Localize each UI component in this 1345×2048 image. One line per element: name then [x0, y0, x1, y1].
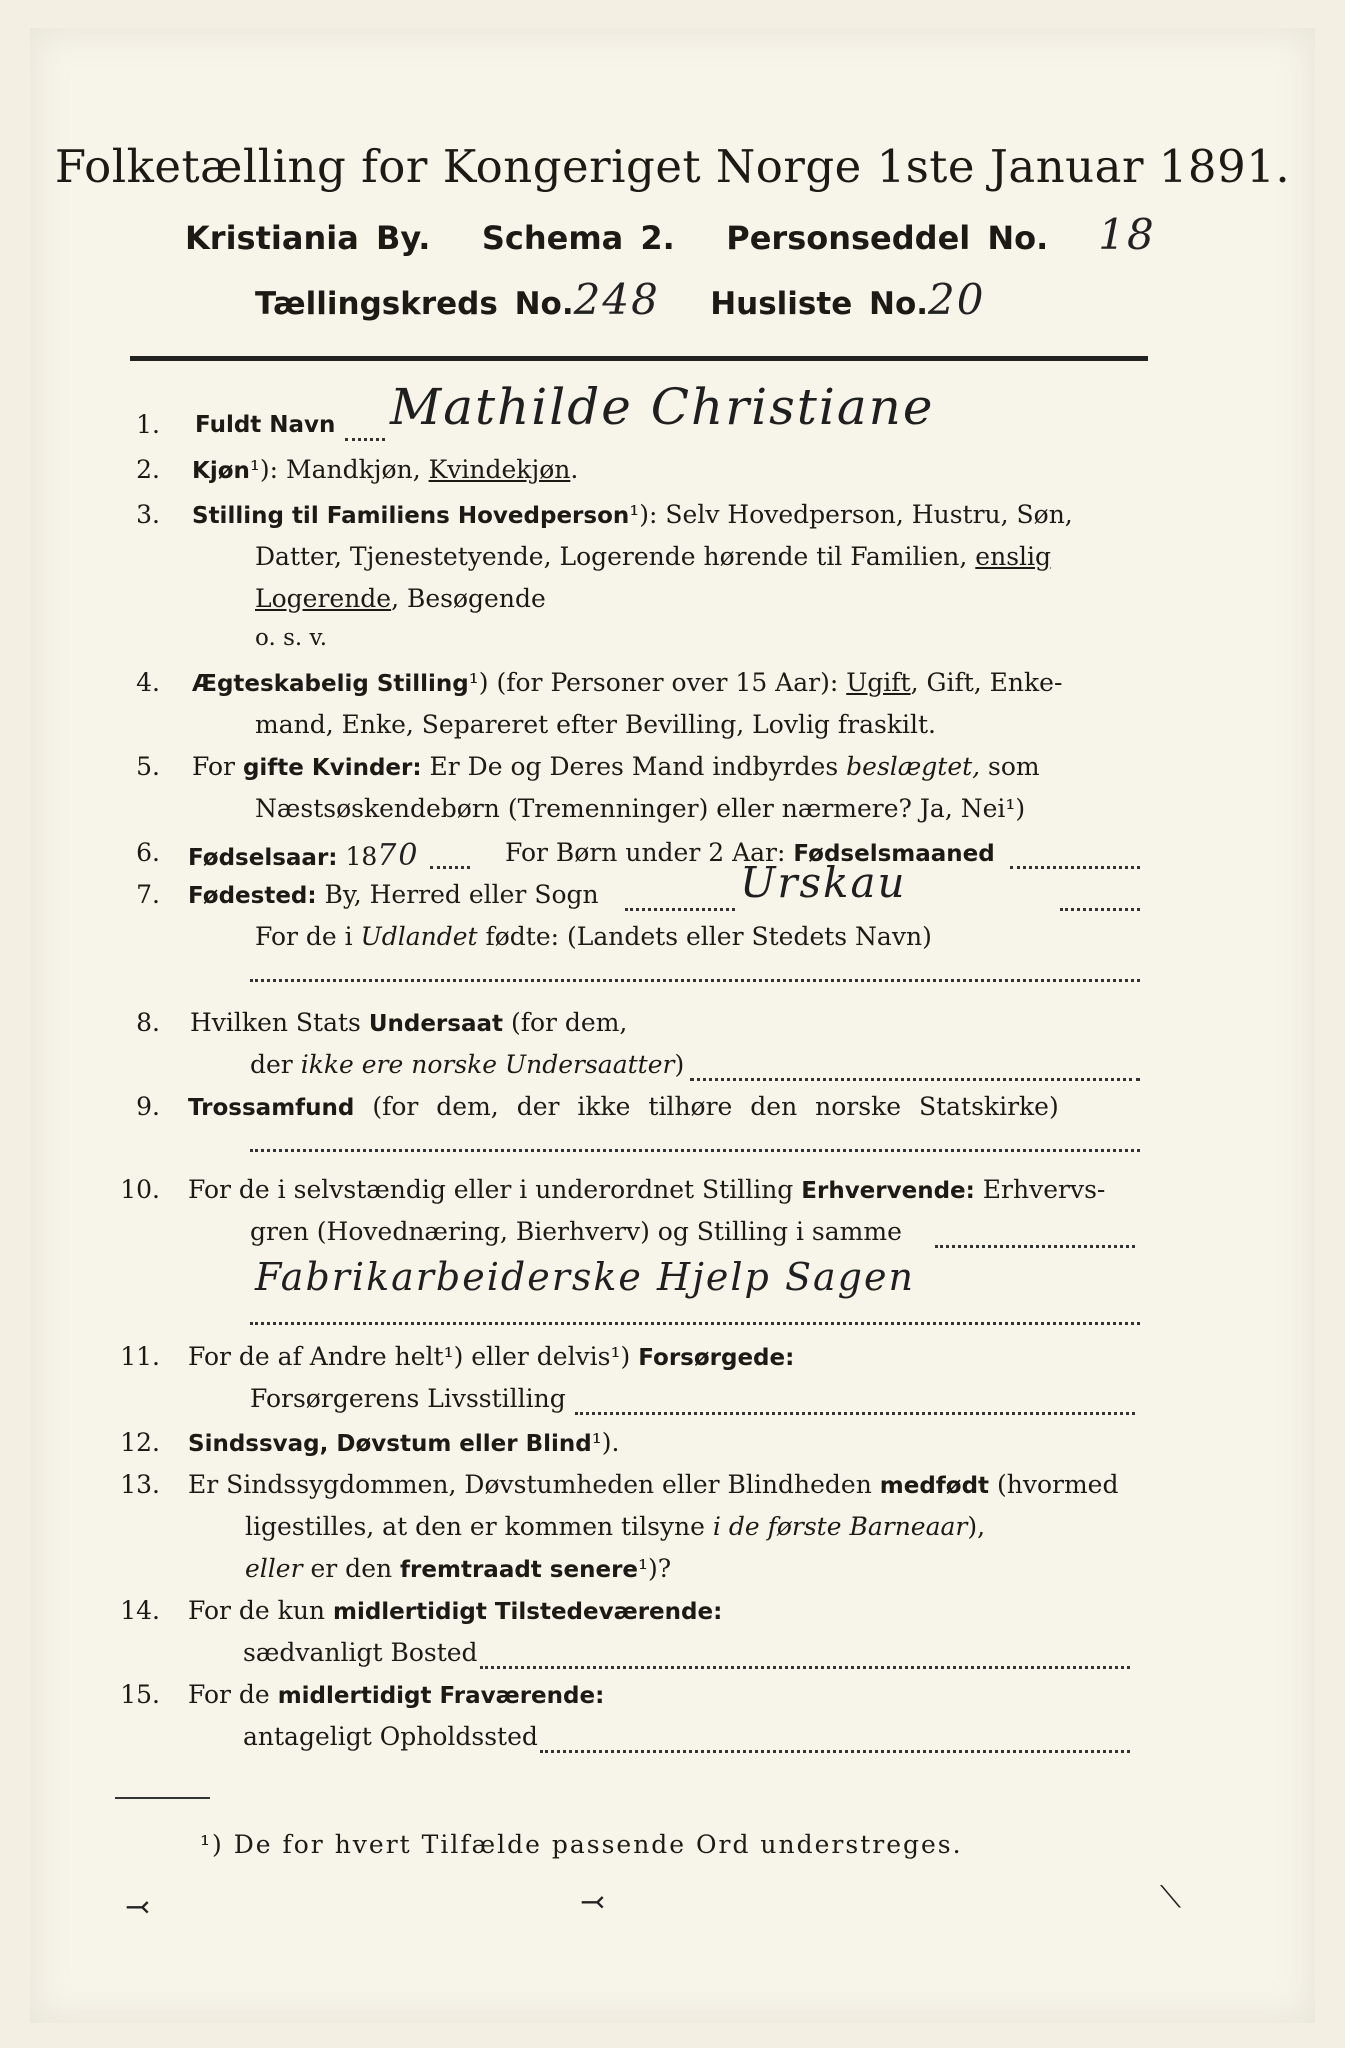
question-label: gifte Kvinder:: [242, 755, 422, 781]
question-label: Stilling til Familiens Hovedperson: [192, 503, 630, 529]
question-7-line-2: [0, 922, 1345, 962]
dotted-line: [250, 975, 1140, 982]
question-text: Næstsøskendebørn (Tremenninger) eller nærmere? Ja, Nei¹): [255, 794, 1026, 823]
question-text: Datter, Tjenestetyende, Logerende hørende til Familien,: [255, 542, 976, 571]
dotted-line: [540, 1746, 1130, 1753]
question-number: 6.: [136, 838, 160, 867]
dotted-line: [690, 1074, 1140, 1081]
question-text: For de: [188, 1680, 278, 1709]
question-text: ligestilles, at den er kommen tilsyne: [245, 1512, 713, 1541]
question-text: antageligt Opholdssted: [243, 1722, 538, 1751]
question-number: 12.: [120, 1428, 160, 1457]
question-text: For Børn under 2 Aar:: [505, 838, 794, 867]
question-label: Kjøn: [192, 458, 250, 484]
question-label: Fuldt Navn: [195, 412, 336, 438]
dotted-line: [1060, 904, 1140, 911]
question-15-line-2: [0, 1722, 1345, 1762]
question-text: ¹)?: [638, 1554, 672, 1583]
dotted-line: [575, 1408, 1135, 1415]
question-text: er den: [302, 1554, 401, 1583]
question-11-line-2: [0, 1384, 1345, 1424]
question-3-line-4: [0, 625, 1345, 665]
question-label: Erhvervende:: [801, 1178, 975, 1204]
question-text: fødte: (Landets eller Stedets Navn): [477, 922, 932, 951]
question-9: [0, 1092, 1345, 1132]
question-text: Forsørgerens Livsstilling: [250, 1384, 566, 1413]
question-text: 18: [337, 842, 378, 871]
question-number: 5.: [136, 752, 160, 781]
city-label: Kristiania By.: [185, 219, 431, 257]
question-15: [0, 1680, 1345, 1720]
question-3-line-2: [0, 542, 1345, 582]
question-text: (hvormed: [989, 1470, 1119, 1499]
question-text: (for dem,: [503, 1008, 628, 1037]
dotted-line: [625, 904, 735, 911]
corner-mark-icon: ⟍: [1160, 1880, 1181, 1915]
question-label: Undersaat: [368, 1011, 503, 1037]
question-5: [0, 752, 1345, 792]
question-text: ¹): Mandkjøn,: [249, 455, 429, 484]
question-text: gren (Hovednæring, Bierhverv) og Stilling i samme: [250, 1217, 902, 1246]
question-14-line-2: [0, 1638, 1345, 1678]
occupation-answer: Fabrikarbeiderske Hjelp Sagen: [255, 1255, 915, 1299]
full-name-answer: Mathilde Christiane: [390, 378, 935, 436]
question-text: (for dem, der ikke tilhøre den norske Statskirke): [354, 1092, 1059, 1121]
question-text: Erhvervs-: [974, 1175, 1106, 1204]
question-text: ¹): Selv Hovedperson, Hustru, Søn,: [629, 500, 1073, 529]
question-label: Ægteskabelig Stilling: [192, 671, 469, 697]
selected-option: enslig: [975, 542, 1052, 571]
question-text: ): [674, 1050, 685, 1079]
question-text: sædvanligt Bosted: [243, 1638, 478, 1667]
question-label: Fødested:: [188, 883, 317, 909]
dotted-line: [345, 434, 385, 441]
corner-mark-icon: ⤙: [580, 1885, 606, 1920]
form-subtitle: [185, 210, 1156, 259]
question-label: Forsørgede:: [638, 1345, 795, 1371]
question-text: ¹).: [591, 1428, 620, 1457]
question-3: [0, 500, 1345, 540]
question-text: der: [250, 1050, 301, 1079]
dotted-line: [430, 862, 470, 869]
footnote-divider: [115, 1797, 210, 1799]
question-8-line-2: [0, 1050, 1345, 1090]
question-text: , Gift, Enke-: [910, 668, 1063, 697]
question-text: ikke ere norske Undersaatter: [300, 1050, 675, 1079]
question-text: o. s. v.: [255, 625, 328, 651]
question-text: For de af Andre helt¹) eller delvis¹): [188, 1342, 639, 1371]
husliste-value: 20: [928, 275, 986, 324]
dotted-line: [935, 1241, 1135, 1248]
question-4: [0, 668, 1345, 708]
question-label: medfødt: [879, 1473, 990, 1499]
question-text: eller: [245, 1554, 303, 1583]
question-label: Fødselsaar:: [188, 845, 338, 871]
selected-option: Logerende: [255, 584, 392, 613]
dotted-line: [250, 1318, 1140, 1325]
taellingskreds-label: Tællingskreds No.: [255, 286, 574, 322]
header-divider: [130, 356, 1148, 361]
question-1: [0, 378, 1345, 450]
question-text: ¹) (for Personer over 15 Aar):: [468, 668, 847, 697]
question-label: fremtraadt senere: [400, 1557, 639, 1583]
question-text: Hvilken Stats: [190, 1008, 369, 1037]
question-text: , Besøgende: [391, 584, 546, 613]
question-text: For de i selvstændig eller i underordnet Stilling: [188, 1175, 802, 1204]
question-13: [0, 1470, 1345, 1510]
birthplace-answer: Urskau: [740, 858, 907, 907]
question-6: [0, 838, 1345, 878]
question-text: ),: [967, 1512, 986, 1541]
personseddel-label: Personseddel No.: [726, 219, 1049, 257]
question-number: 8.: [136, 1008, 160, 1037]
question-text: Er De og Deres Mand indbyrdes: [421, 752, 847, 781]
footnote: ¹) De for hvert Tilfælde passende Ord understreges.: [200, 1830, 963, 1859]
form-subtitle-2: [255, 275, 985, 324]
question-2: [0, 455, 1345, 495]
question-4-line-2: [0, 710, 1345, 750]
question-text: For de kun: [188, 1596, 333, 1625]
question-label: Fødselsmaaned: [793, 841, 995, 867]
schema-label: Schema 2.: [481, 219, 675, 257]
personseddel-value: 18: [1098, 210, 1156, 259]
question-label: Trossamfund: [188, 1095, 355, 1121]
question-label: midlertidigt Tilstedeværende:: [332, 1599, 723, 1625]
question-number: 4.: [136, 668, 160, 697]
question-10-answer-line: [0, 1255, 1345, 1305]
dotted-line: [480, 1662, 1130, 1669]
form-title: Folketælling for Kongeriget Norge 1ste Januar 1891.: [54, 140, 1291, 193]
question-text: Er Sindssygdommen, Døvstumheden eller Blindheden: [188, 1470, 880, 1499]
question-11: [0, 1342, 1345, 1382]
question-text: i de første Barneaar: [712, 1512, 968, 1541]
question-number: 14.: [120, 1596, 160, 1625]
selected-option: Kvindekjøn: [428, 455, 571, 484]
question-13-line-3: [0, 1554, 1345, 1594]
question-14: [0, 1596, 1345, 1636]
question-label: midlertidigt Fraværende:: [277, 1683, 605, 1709]
dotted-line: [250, 1145, 1140, 1152]
question-text: mand, Enke, Separeret efter Bevilling, Lovlig fraskilt.: [255, 710, 936, 739]
question-5-line-2: [0, 794, 1345, 834]
question-number: 10.: [120, 1175, 160, 1204]
question-text: Udlandet: [360, 922, 478, 951]
question-text: For de i: [255, 922, 361, 951]
question-number: 9.: [136, 1092, 160, 1121]
question-text: For: [192, 752, 243, 781]
question-number: 11.: [120, 1342, 160, 1371]
question-text: By, Herred eller Sogn: [316, 880, 599, 909]
birth-year-answer: 70: [377, 838, 420, 873]
question-text: beslægtet,: [846, 752, 981, 781]
question-3-line-3: [0, 584, 1345, 624]
question-number: 3.: [136, 500, 160, 529]
question-8: [0, 1008, 1345, 1048]
question-number: 1.: [136, 410, 160, 439]
question-number: 7.: [136, 880, 160, 909]
husliste-label: Husliste No.: [710, 286, 929, 322]
selected-option: Ugift: [846, 668, 911, 697]
question-12: [0, 1428, 1345, 1468]
dotted-line: [1010, 862, 1140, 869]
question-text: som: [980, 752, 1040, 781]
question-number: 13.: [120, 1470, 160, 1499]
question-10-line-2: [0, 1217, 1345, 1257]
taellingskreds-value: 248: [573, 275, 660, 324]
question-number: 15.: [120, 1680, 160, 1709]
question-label: Sindssvag, Døvstum eller Blind: [188, 1431, 592, 1457]
corner-mark-icon: ⤙: [125, 1890, 151, 1925]
question-text: .: [570, 455, 579, 484]
question-number: 2.: [136, 455, 160, 484]
question-13-line-2: [0, 1512, 1345, 1552]
question-10: [0, 1175, 1345, 1215]
